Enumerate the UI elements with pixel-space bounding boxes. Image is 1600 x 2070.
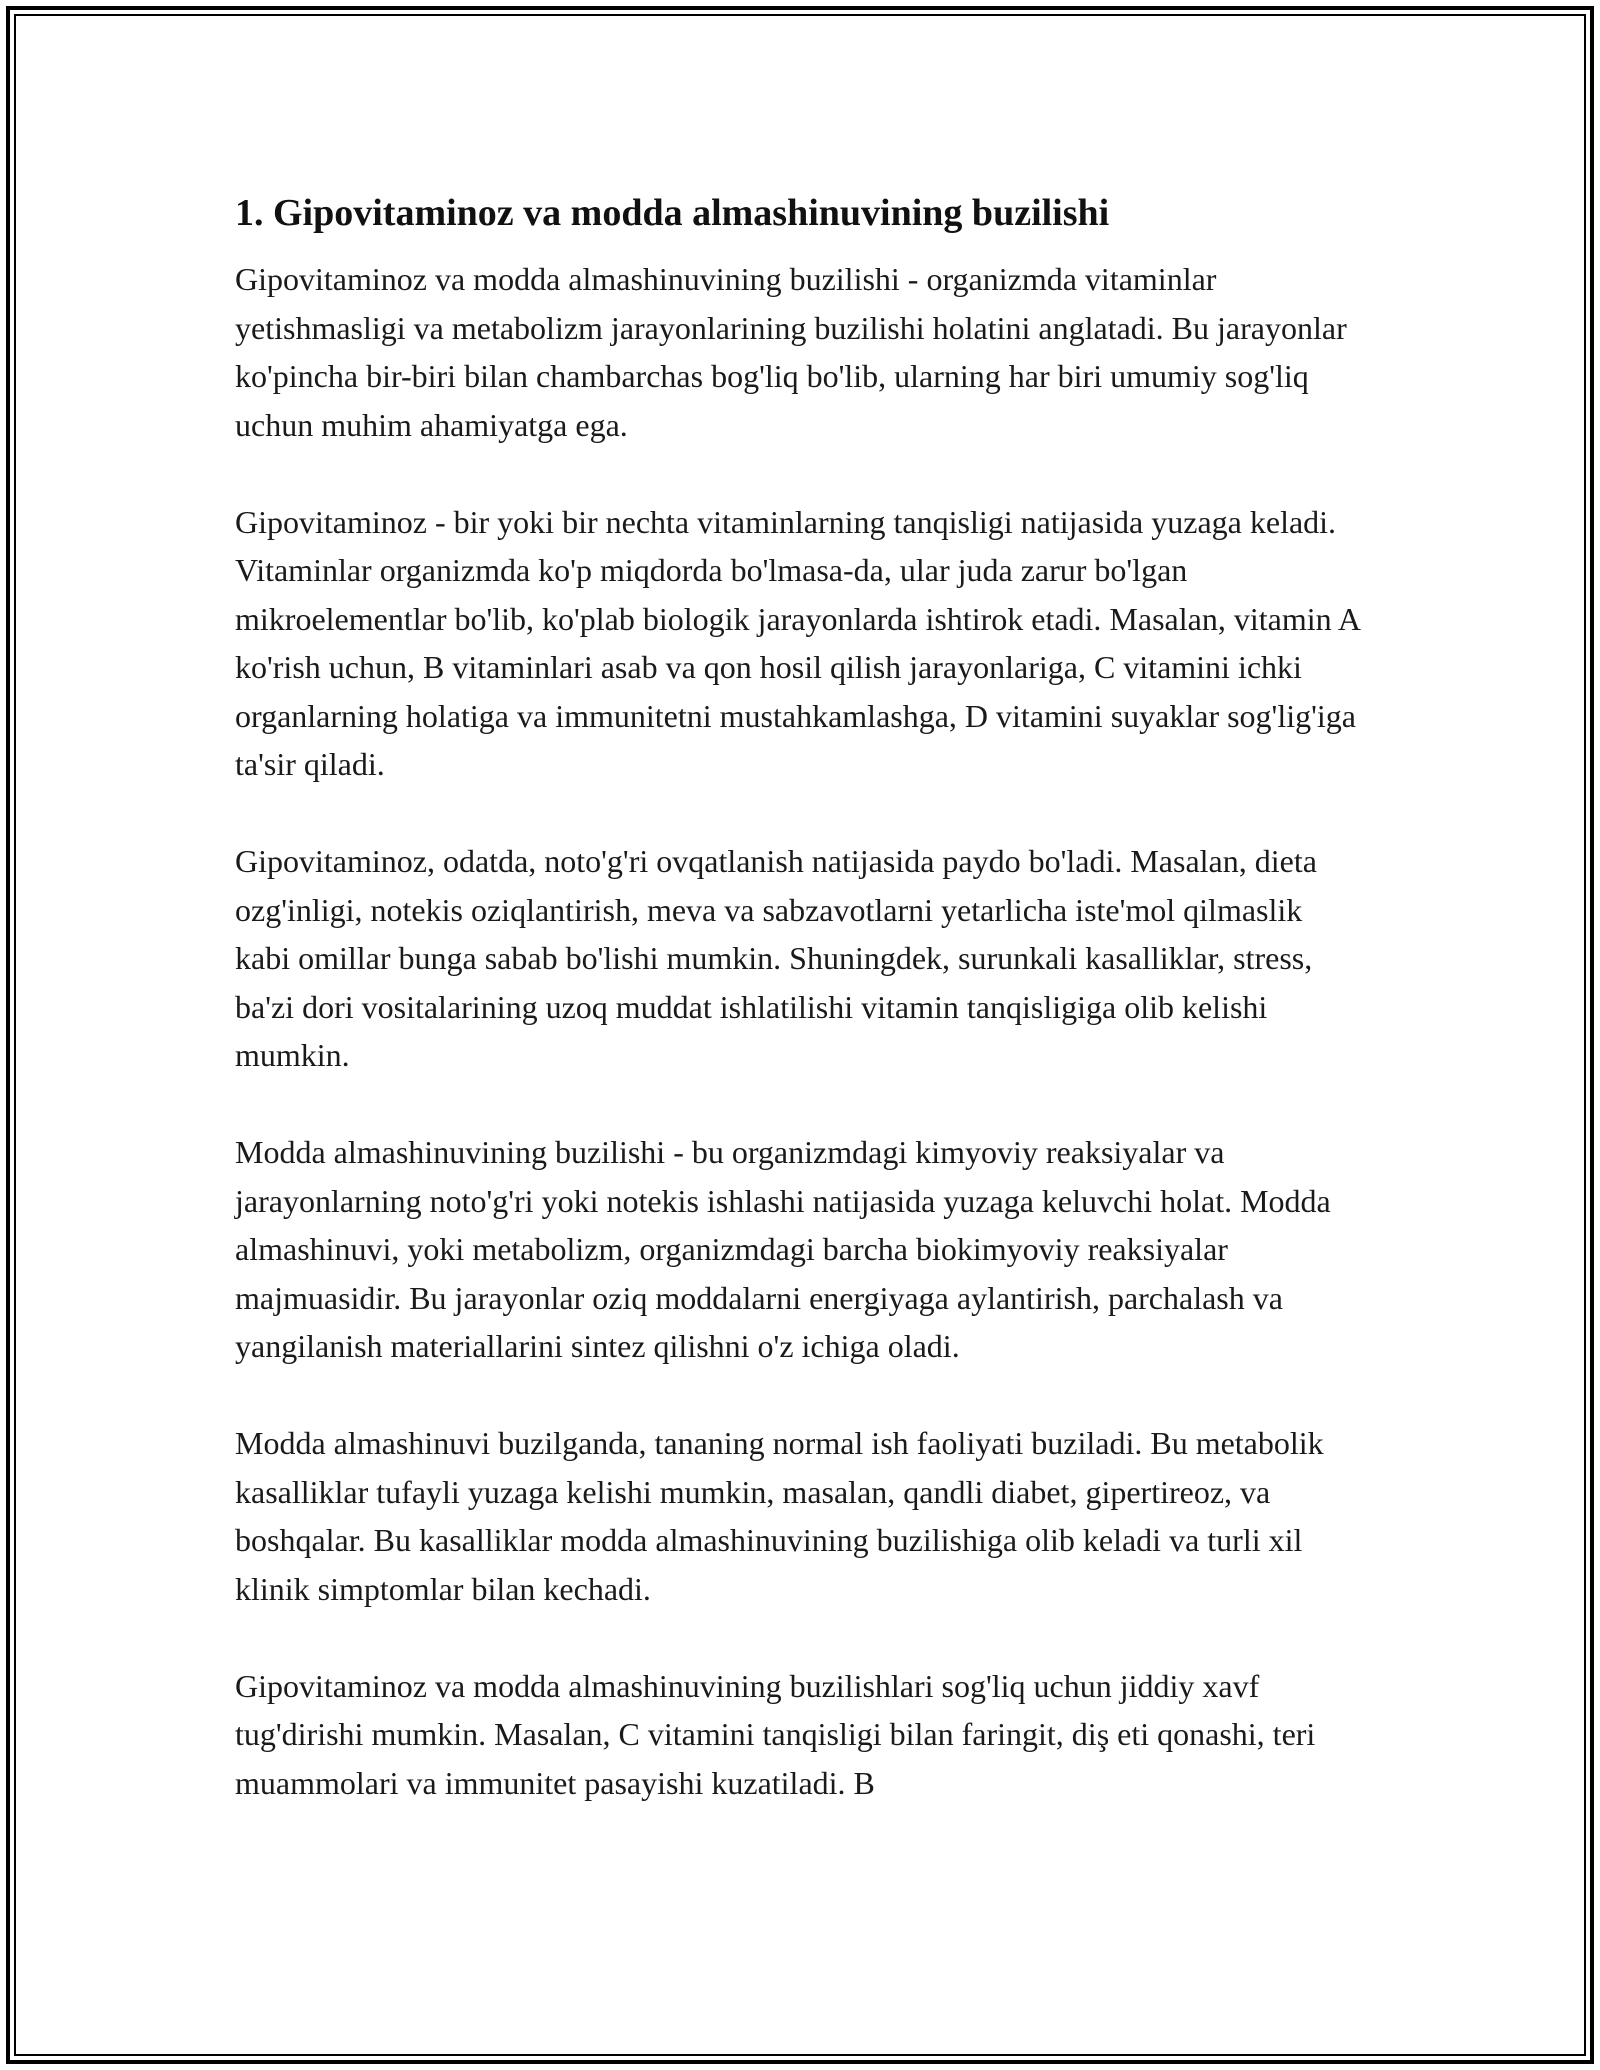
document-body [235, 185, 1365, 1856]
paragraph-6: Gipovitaminoz va modda almashinuvining buzilishlari sog'liq uchun jiddiy xavf tug'dirishi mumkin. Masalan, C vitamini tanqisligi bilan faringit, diş eti qonashi, teri muammolari va immunitet pasayishi kuzatiladi. B [235, 1667, 1316, 1801]
section-heading: 1. Gipovitaminoz va modda almashinuvining buzilishi [235, 192, 1110, 234]
paragraph-5: Modda almashinuvi buzilganda, tananing normal ish faoliyati buziladi. Bu metabolik kasalliklar tufayli yuzaga kelishi mumkin, masalan, qandli diabet, gipertireoz, va boshqalar. Bu kasalliklar modda almashinuvining buzilishiga olib keladi va turli xil klinik simptomlar bilan kechadi. [235, 1425, 1324, 1607]
paragraph-2: Gipovitaminoz - bir yoki bir nechta vitaminlarning tanqisligi natijasida yuzaga keladi. Vitaminlar organizmda ko'p miqdorda bo'lmasa-da, ular juda zarur bo'lgan mikroelementlar bo'lib, ko'plab biologik jarayonlarda ishtirok etadi. Masalan, vitamin A ko'rish uchun, B vitaminlari asab va qon hosil qilish jarayonlariga, C vitamini ichki organlarning holatiga va immunitetni mustahkamlashga, D vitamini suyaklar sog'lig'iga ta'sir qiladi. [235, 503, 1360, 782]
paragraph-3: Gipovitaminoz, odatda, noto'g'ri ovqatlanish natijasida paydo bo'ladi. Masalan, dieta ozg'inligi, notekis oziqlantirish, meva va sabzavotlarni yetarlicha iste'mol qilmaslik kabi omillar bunga sabab bo'lishi mumkin. Shuningdek, surunkali kasalliklar, stress, ba'zi dori vositalarining uzoq muddat ishlatilishi vitamin tanqisligiga olib kelishi mumkin. [235, 843, 1317, 1073]
paragraph-4: Modda almashinuvining buzilishi - bu organizmdagi kimyoviy reaksiyalar va jarayonlarning noto'g'ri yoki notekis ishlashi natijasida yuzaga keluvchi holat. Modda almashinuvi, yoki metabolizm, organizmdagi barcha biokimyoviy reaksiyalar majmuasidir. Bu jarayonlar oziq moddalarni energiyaga aylantirish, parchalash va yangilanish materiallarini sintez qilishni o'z ichiga oladi. [235, 1134, 1331, 1364]
paragraph-1: Gipovitaminoz va modda almashinuvining buzilishi - organizmda vitaminlar yetishmasligi va metabolizm jarayonlarining buzilishi holatini anglatadi. Bu jarayonlar ko'pincha bir-biri bilan chambarchas bog'liq bo'lib, ularning har biri umumiy sog'liq uchun muhim ahamiyatga ega. [235, 261, 1347, 443]
